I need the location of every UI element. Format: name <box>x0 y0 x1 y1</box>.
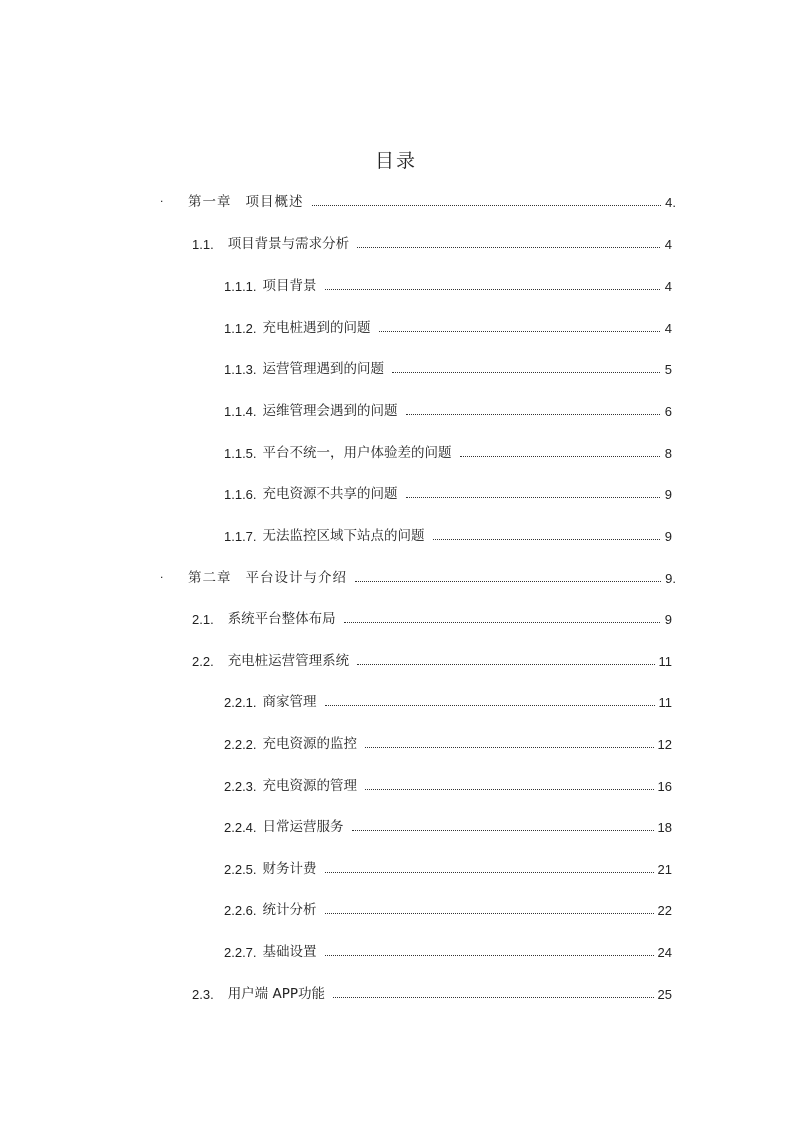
toc-entry-1-1-1[interactable] <box>224 274 672 294</box>
toc-entry-label: 基础设置 <box>262 944 317 960</box>
toc-entry-label: 充电桩遇到的问题 <box>262 320 371 336</box>
toc-entry-2-3[interactable] <box>192 982 672 1002</box>
toc-leader-dots <box>325 704 655 706</box>
toc-entry-page: 11 <box>658 695 672 710</box>
toc-entry-number: 2.2.5. <box>224 862 257 877</box>
toc-entry-number: 2.2.6. <box>224 903 257 918</box>
toc-entry-number: 1.1.1. <box>224 279 257 294</box>
toc-leader-dots <box>379 330 660 332</box>
toc-entry-page: 24 <box>657 945 672 960</box>
toc-entry-number: 1.1.6. <box>224 487 257 502</box>
chapter-bullet: . <box>160 567 164 581</box>
toc-entry-number: 2.2.3. <box>224 779 257 794</box>
toc-entry-page: 22 <box>657 903 672 918</box>
toc-leader-dots <box>344 621 660 623</box>
toc-leader-dots <box>433 538 660 540</box>
toc-entry-label: 运维管理会遇到的问题 <box>262 403 398 419</box>
toc-entry-label: 用户端 APP功能 <box>227 986 325 1002</box>
toc-entry-label: 运营管理遇到的问题 <box>262 361 385 377</box>
toc-entry-2-2-5[interactable] <box>224 857 672 877</box>
toc-leader-dots <box>352 829 654 831</box>
toc-entry-label: 第二章 平台设计与介绍 <box>188 570 347 586</box>
toc-entry-page: 6 <box>664 404 672 419</box>
toc-leader-dots <box>325 954 654 956</box>
toc-entry-label: 充电资源的监控 <box>262 736 358 752</box>
toc-entry-2-2[interactable] <box>192 649 672 669</box>
toc-entry-page: 4 <box>664 279 672 294</box>
toc-entry-label: 商家管理 <box>262 694 317 710</box>
toc-entry-1-1-6[interactable] <box>224 482 672 502</box>
toc-entry-1-1[interactable] <box>192 232 672 252</box>
toc-leader-dots <box>406 413 660 415</box>
toc-entry-label: 第一章 项目概述 <box>188 194 304 210</box>
toc-entry-number: 1.1. <box>192 237 214 252</box>
toc-leader-dots <box>325 288 660 290</box>
toc-entry-number: 2.2.1. <box>224 695 257 710</box>
toc-entry-page: 11 <box>658 654 672 669</box>
toc-entry-label: 系统平台整体布局 <box>227 611 336 627</box>
toc-entry-page: 25 <box>657 987 672 1002</box>
toc-leader-dots <box>460 455 660 457</box>
toc-entry-page: 9 <box>664 529 672 544</box>
toc-entry-label: 充电资源的管理 <box>262 778 358 794</box>
toc-entry-page: 9 <box>664 612 672 627</box>
toc-entry-number: 2.2.4. <box>224 820 257 835</box>
toc-leader-dots <box>325 871 654 873</box>
toc-entry-2-2-7[interactable] <box>224 940 672 960</box>
toc-entry-label: 财务计费 <box>262 861 317 877</box>
toc-entry-label: 统计分析 <box>262 902 317 918</box>
toc-entry-page: 5 <box>664 362 672 377</box>
toc-leader-dots <box>365 788 654 790</box>
toc-entry-chapter-2[interactable] <box>188 566 676 586</box>
toc-entry-page: 21 <box>657 862 672 877</box>
toc-leader-dots <box>392 371 660 373</box>
toc-entry-number: 1.1.4. <box>224 404 257 419</box>
toc-entry-2-1[interactable] <box>192 607 672 627</box>
toc-entry-number: 1.1.3. <box>224 362 257 377</box>
toc-entry-2-2-2[interactable] <box>224 732 672 752</box>
toc-entry-1-1-7[interactable] <box>224 524 672 544</box>
toc-entry-page: 18 <box>657 820 672 835</box>
toc-leader-dots <box>357 246 660 248</box>
document-title: 目录 <box>374 150 417 172</box>
toc-leader-dots <box>325 912 654 914</box>
toc-entry-number: 2.1. <box>192 612 214 627</box>
toc-entry-page: 4 <box>664 321 672 336</box>
toc-entry-label: 充电桩运营管理系统 <box>227 653 350 669</box>
toc-entry-page: 16 <box>657 779 672 794</box>
toc-entry-1-1-3[interactable] <box>224 357 672 377</box>
toc-entry-2-2-6[interactable] <box>224 898 672 918</box>
toc-entry-page: 12 <box>657 737 672 752</box>
toc-leader-dots <box>357 663 654 665</box>
toc-entry-page: 9. <box>665 571 676 586</box>
toc-entry-label: 项目背景与需求分析 <box>227 236 350 252</box>
toc-entry-page: 4 <box>664 237 672 252</box>
toc-leader-dots <box>406 496 660 498</box>
toc-entry-label: 项目背景 <box>262 278 317 294</box>
toc-entry-number: 2.3. <box>192 987 214 1002</box>
toc-entry-2-2-1[interactable] <box>224 690 672 710</box>
toc-entry-number: 1.1.7. <box>224 529 257 544</box>
toc-leader-dots <box>312 204 662 206</box>
toc-entry-number: 2.2. <box>192 654 214 669</box>
toc-entry-page: 8 <box>664 446 672 461</box>
toc-entry-1-1-4[interactable] <box>224 399 672 419</box>
toc-entry-1-1-2[interactable] <box>224 316 672 336</box>
toc-leader-dots <box>365 746 654 748</box>
toc-leader-dots <box>333 996 654 998</box>
toc-entry-label: 充电资源不共享的问题 <box>262 486 398 502</box>
toc-entry-number: 1.1.2. <box>224 321 257 336</box>
toc-entry-label: 平台不统一，用户体验差的问题 <box>262 445 452 461</box>
toc-entry-label: 日常运营服务 <box>262 819 344 835</box>
toc-entry-page: 9 <box>664 487 672 502</box>
toc-entry-number: 2.2.7. <box>224 945 257 960</box>
toc-entry-1-1-5[interactable] <box>224 441 672 461</box>
toc-entry-label: 无法监控区域下站点的问题 <box>262 528 425 544</box>
toc-entry-page: 4. <box>665 195 676 210</box>
toc-entry-number: 2.2.2. <box>224 737 257 752</box>
toc-leader-dots <box>355 580 661 582</box>
toc-entry-chapter-1[interactable] <box>188 190 676 210</box>
toc-entry-2-2-3[interactable] <box>224 774 672 794</box>
chapter-bullet: . <box>160 191 164 205</box>
toc-entry-2-2-4[interactable] <box>224 815 672 835</box>
toc-entry-number: 1.1.5. <box>224 446 257 461</box>
